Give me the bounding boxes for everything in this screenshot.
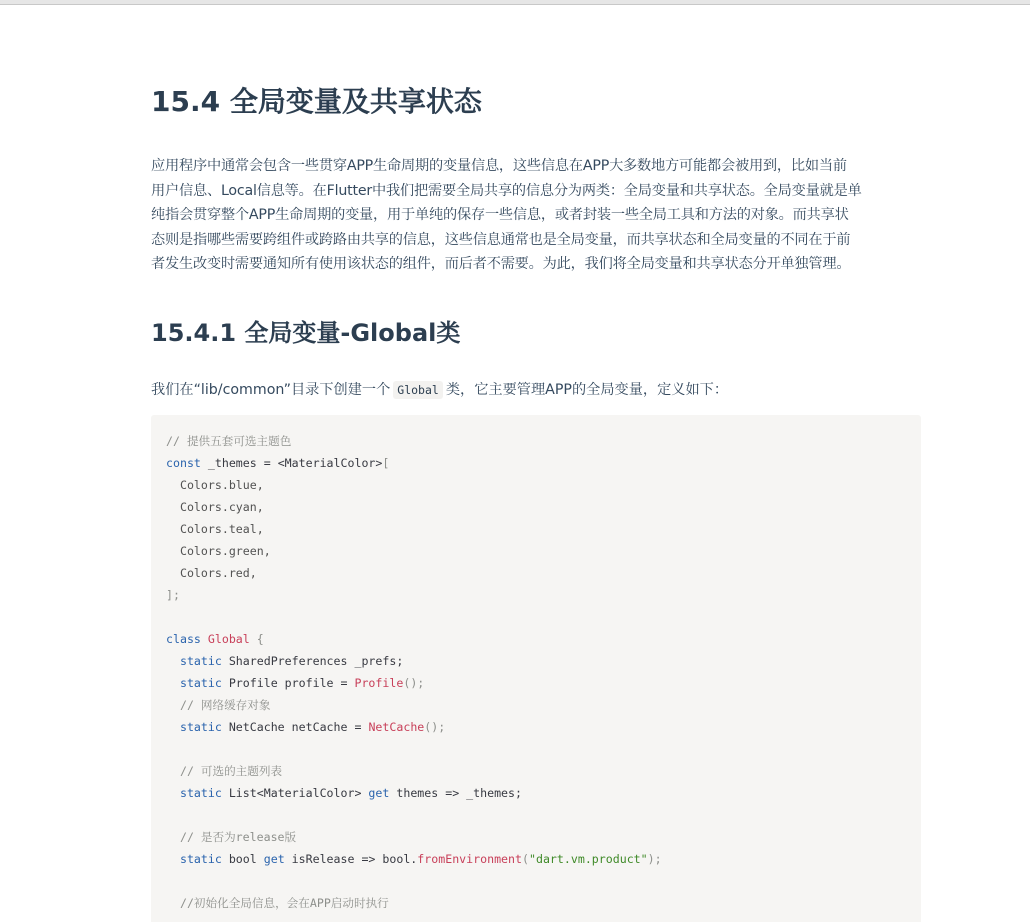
code-comment: // 网络缓存对象 <box>166 698 271 712</box>
code-keyword: class <box>166 632 201 646</box>
code-keyword: const <box>166 456 201 470</box>
code-punctuation: ( <box>522 852 529 866</box>
code-line <box>166 650 662 672</box>
code-line <box>166 452 662 474</box>
code-line: Colors.blue, <box>166 478 264 492</box>
inline-code-global: Global <box>393 381 443 399</box>
code-lines <box>166 430 662 914</box>
code-keyword: static <box>166 852 222 866</box>
code-keyword: static <box>166 676 222 690</box>
code-function: fromEnvironment <box>417 852 522 866</box>
code-type: <MaterialColor> <box>256 786 362 800</box>
code-text: _themes = <box>200 456 278 470</box>
paragraph-line: 用户信息、Local信息等。在Flutter中我们把需要全局共享的信息分为两类：全局变量和共享状态。全局变量就是单 <box>151 182 862 199</box>
code-function: NetCache <box>368 720 425 734</box>
code-line: ]; <box>166 588 180 602</box>
paragraph-line: 者发生改变时需要通知所有使用该状态的组件，而后者不需要。为此，我们将全局变量和共享状态分开单独管理。 <box>151 256 851 273</box>
code-line: Colors.teal, <box>166 522 264 536</box>
code-punctuation: (); <box>403 676 425 690</box>
intro-paragraph <box>151 154 921 277</box>
code-text: themes => _themes; <box>389 786 522 800</box>
code-punctuation: (); <box>424 720 446 734</box>
code-keyword: static <box>166 720 222 734</box>
global-class-intro <box>151 378 728 402</box>
paragraph-line: 态则是指哪些需要跨组件或跨路由共享的信息，这些信息通常也是全局变量，而共享状态和全局变量的不同在于前 <box>151 231 851 248</box>
code-line <box>166 694 662 716</box>
code-type: <MaterialColor> <box>277 456 383 470</box>
code-text: bool <box>221 852 257 866</box>
code-line <box>166 760 662 782</box>
code-line <box>166 672 662 694</box>
code-line <box>166 782 662 804</box>
code-function: Profile <box>354 676 404 690</box>
code-keyword: static <box>166 654 222 668</box>
code-line <box>166 430 662 452</box>
paragraph-line: 应用程序中通常会包含一些贯穿APP生命周期的变量信息，这些信息在APP大多数地方可能都会被用到，比如当前 <box>151 158 847 174</box>
code-punctuation: { <box>249 632 264 646</box>
code-string: "dart.vm.product" <box>528 852 648 866</box>
code-line: Colors.red, <box>166 566 257 580</box>
intro-text-before: 我们在“lib/common”目录下创建一个 <box>151 382 391 398</box>
code-line: Colors.cyan, <box>166 500 264 514</box>
code-line <box>166 628 662 650</box>
code-comment: // 提供五套可选主题色 <box>166 434 292 448</box>
paragraph-line: 纯指会贯穿整个APP生命周期的变量，用于单纯的保存一些信息，或者封装一些全局工具和方法的对象。而共享状 <box>151 207 849 224</box>
code-comment: //初始化全局信息，会在APP启动时执行 <box>166 896 389 910</box>
code-line-blank <box>166 870 662 892</box>
code-line-blank <box>166 606 662 628</box>
code-text: NetCache netCache = <box>221 720 369 734</box>
top-border <box>0 0 1030 5</box>
code-punctuation: ); <box>647 852 662 866</box>
code-line <box>166 826 662 848</box>
code-class-name: Global <box>207 632 250 646</box>
code-line: Colors.green, <box>166 544 271 558</box>
subsection-title: 15.4.1 全局变量-Global类 <box>151 319 461 347</box>
code-keyword: get <box>256 852 285 866</box>
code-text: isRelease => bool. <box>284 852 418 866</box>
code-keyword: static <box>166 786 222 800</box>
code-line <box>166 716 662 738</box>
code-keyword: get <box>361 786 390 800</box>
code-line <box>166 848 662 870</box>
code-punctuation: [ <box>382 456 390 470</box>
section-title: 15.4 全局变量及共享状态 <box>151 85 482 118</box>
code-text: Profile profile = <box>221 676 355 690</box>
code-line <box>166 892 662 914</box>
code-line-blank <box>166 804 662 826</box>
code-comment: // 可选的主题列表 <box>166 764 283 778</box>
code-comment: // 是否为release版 <box>166 830 297 844</box>
code-line-blank <box>166 738 662 760</box>
code-text: List <box>221 786 257 800</box>
code-block <box>151 415 921 922</box>
intro-text-after: 类，它主要管理APP的全局变量，定义如下： <box>445 382 729 398</box>
code-text: SharedPreferences _prefs; <box>221 654 404 668</box>
